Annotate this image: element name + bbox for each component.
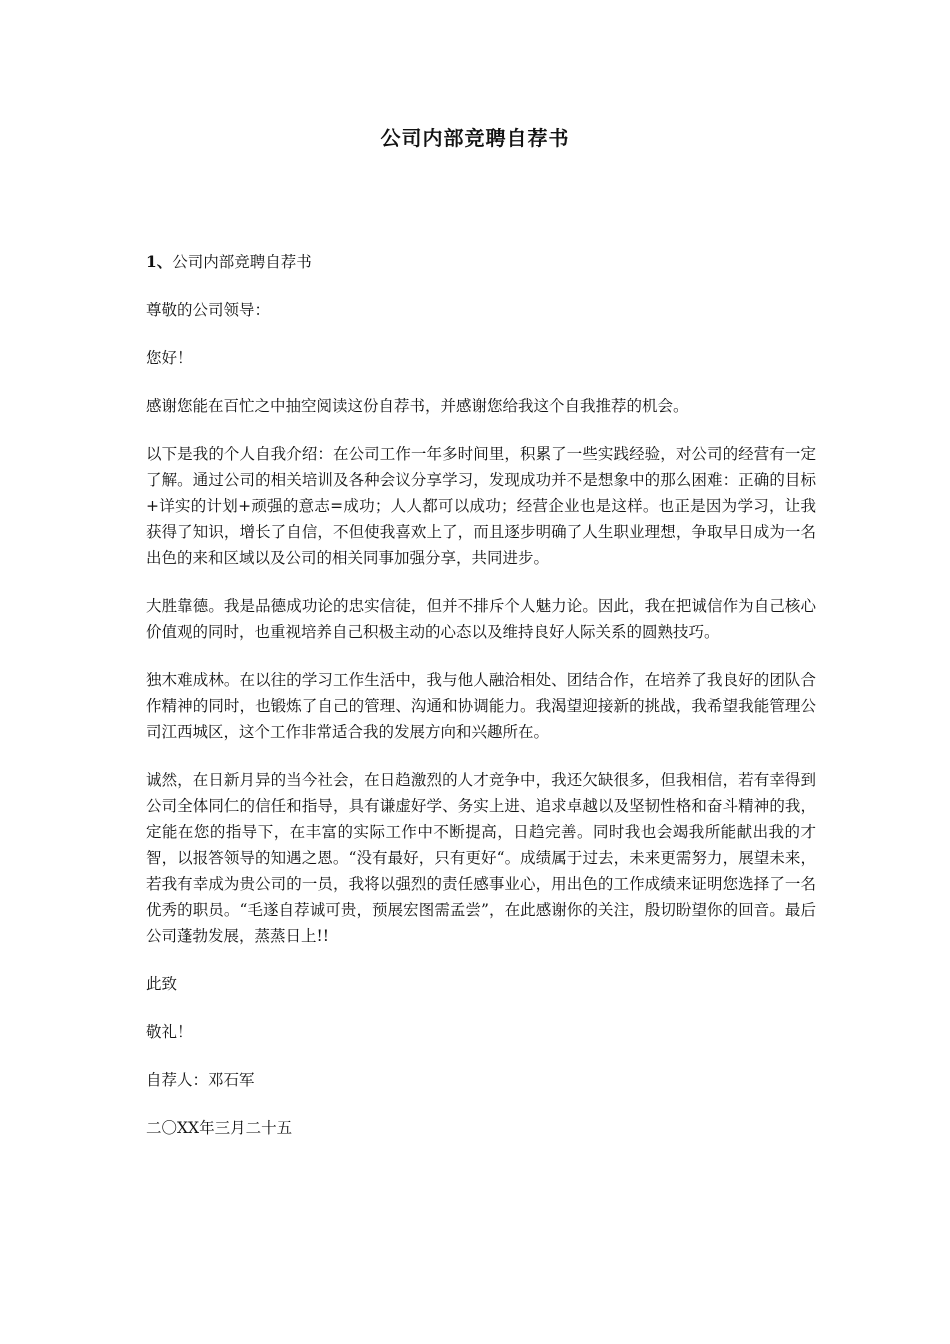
- section-number: 1、: [146, 252, 173, 271]
- paragraph-teamwork: 独木难成林。在以往的学习工作生活中，我与他人融洽相处、团结合作，在培养了我良好的团队合作精神的同时，也锻炼了自己的管理、沟通和协调能力。我渴望迎接新的挑战，我希望我能管理公司江西城区，这个工作非常适合我的发展方向和兴趣所在。: [146, 671, 816, 741]
- signature: 自荐人：邓石军: [146, 1071, 255, 1089]
- salutation: 尊敬的公司领导：: [146, 301, 271, 319]
- section-title: 公司内部竞聘自荐书: [172, 253, 312, 271]
- paragraph-thanks: 感谢您能在百忙之中抽空阅读这份自荐书，并感谢您给我这个自我推荐的机会。: [146, 397, 689, 415]
- closing-line-1: 此致: [146, 975, 178, 993]
- paragraph-commitment: 诚然，在日新月异的当今社会，在日趋激烈的人才竞争中，我还欠缺很多，但我相信，若有幸得到公司全体同仁的信任和指导，具有谦虚好学、务实上进、追求卓越以及坚韧性格和奋斗精神的我，定能在您的指导下，在丰富的实际工作中不断提高，日趋完善。同时我也会竭我所能献出我的才智，以报答领导的知遇之恩。“没有最好，只有更好“。成绩属于过去，未来更需努力，展望未来，若我有幸成为贵公司的一员，我将以强烈的责任感事业心，用出色的工作成绩来证明您选择了一名优秀的职员。“毛遂自荐诚可贵，预展宏图需孟尝”，在此感谢你的关注，殷切盼望你的回音。最后公司蓬勃发展，蒸蒸日上!!: [146, 771, 816, 945]
- date: 二〇XX年三月二十五: [146, 1119, 293, 1137]
- closing-line-2: 敬礼！: [146, 1023, 193, 1041]
- paragraph-introduction: 以下是我的个人自我介绍：在公司工作一年多时间里，积累了一些实践经验，对公司的经营有一定了解。通过公司的相关培训及各种会议分享学习，发现成功并不是想象中的那么困难：正确的目标+详实的计划+顽强的意志=成功；人人都可以成功；经营企业也是这样。也正是因为学习，让我获得了知识，增长了自信，不但使我喜欢上了，而且逐步明确了人生职业理想，争取早日成为一名出色的来和区域以及公司的相关同事加强分享，共同进步。: [146, 445, 816, 567]
- section-heading: [146, 249, 816, 275]
- document-title: 公司内部竞聘自荐书: [380, 126, 570, 150]
- paragraph-integrity: 大胜靠德。我是品德成功论的忠实信徒，但并不排斥个人魅力论。因此，我在把诚信作为自己核心价值观的同时，也重视培养自己积极主动的心态以及维持良好人际关系的圆熟技巧。: [146, 597, 816, 641]
- document-body: [146, 249, 816, 1163]
- greeting: 您好！: [146, 349, 193, 367]
